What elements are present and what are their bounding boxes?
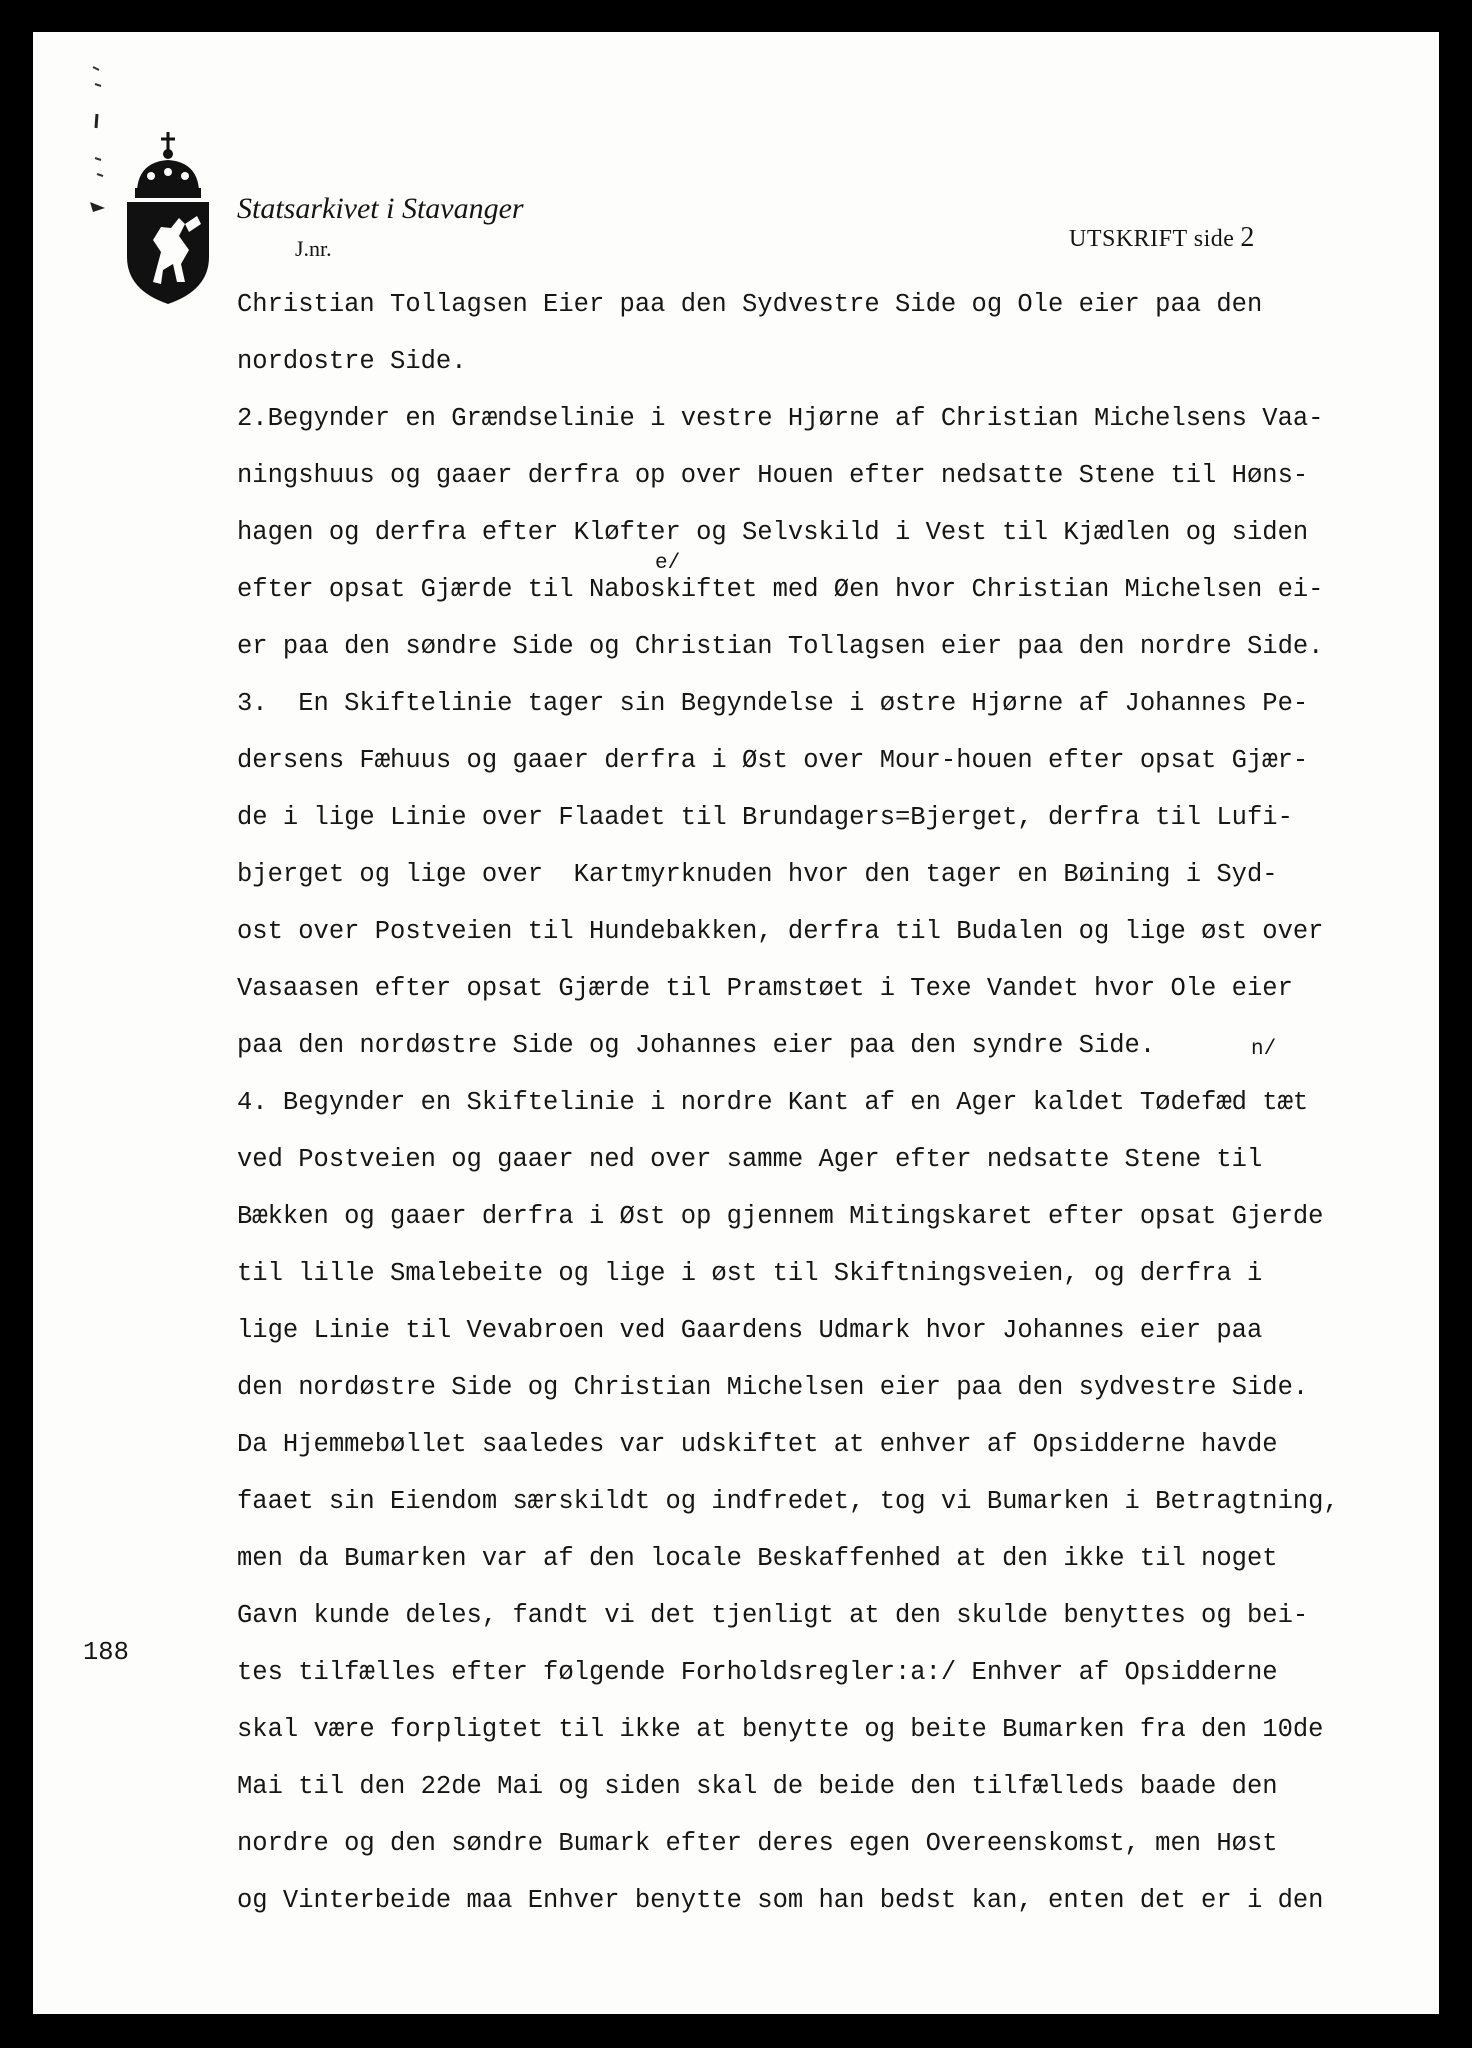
text-line: Da Hjemmebøllet saaledes var udskiftet at enhver af Opsidderne havde: [237, 1430, 1278, 1459]
page-number: 2: [1240, 222, 1255, 253]
text-line: lige Linie til Vevabroen ved Gaardens Udmark hvor Johannes eier paa: [237, 1316, 1263, 1345]
margin-page-number: 188: [83, 1638, 129, 1667]
text-line: faaet sin Eiendom særskildt og indfredet, tog vi Bumarken i Betragtning,: [237, 1487, 1339, 1516]
utskrift-label: UTSKRIFT side: [1069, 226, 1235, 252]
text-line: til lille Smalebeite og lige i øst til Skiftningsveien, og derfra i: [237, 1259, 1263, 1288]
text-line: de i lige Linie over Flaadet til Brundagers=Bjerget, derfra til Lufi-: [237, 803, 1293, 832]
transcript-body: [237, 276, 1339, 1929]
text-line: Bækken og gaaer derfra i Øst op gjennem Mitingskaret efter opsat Gjerde: [237, 1202, 1324, 1231]
text-line: 2.Begynder en Grændselinie i vestre Hjørne af Christian Michelsens Vaa-: [237, 404, 1324, 433]
text-line: Gavn kunde deles, fandt vi det tjenligt at den skulde benyttes og bei-: [237, 1601, 1309, 1630]
handwritten-insertion: e/: [655, 552, 681, 575]
text-line: Christian Tollagsen Eier paa den Sydvestre Side og Ole eier paa den: [237, 290, 1263, 319]
text-line: Mai til den 22de Mai og siden skal de beide den tilfælleds baade den: [237, 1772, 1278, 1801]
text-line: efter opsat Gjærde til Naboskiftet med Øen hvor Christian Michelsen ei-: [237, 575, 1324, 604]
text-line: men da Bumarken var af den locale Beskaffenhed at den ikke til noget: [237, 1544, 1278, 1573]
archive-name: Statsarkivet i Stavanger: [237, 192, 524, 225]
text-line: 4. Begynder en Skiftelinie i nordre Kant af en Ager kaldet Tødefæd tæt: [237, 1088, 1309, 1117]
text-line: nordostre Side.: [237, 347, 467, 376]
document-page: [33, 32, 1439, 2014]
text-line: hagen og derfra efter Kløfter og Selvskild i Vest til Kjædlen og siden: [237, 518, 1309, 547]
text-line: tes tilfælles efter følgende Forholdsregler:a:/ Enhver af Opsidderne: [237, 1658, 1278, 1687]
text-line: dersens Fæhuus og gaaer derfra i Øst over Mour-houen efter opsat Gjær-: [237, 746, 1309, 775]
margin-marks: [85, 62, 115, 222]
text-line: skal være forpligtet til ikke at benytte og beite Bumarken fra den 10de: [237, 1715, 1324, 1744]
text-line: ningshuus og gaaer derfra op over Houen efter nedsatte Stene til Høns-: [237, 461, 1309, 490]
text-line: er paa den søndre Side og Christian Tollagsen eier paa den nordre Side.: [237, 632, 1324, 661]
handwritten-insertion: n/: [1251, 1038, 1277, 1061]
text-line: bjerget og lige over Kartmyrknuden hvor den tager en Bøining i Syd-: [237, 860, 1278, 889]
text-line: ost over Postveien til Hundebakken, derfra til Budalen og lige øst over: [237, 917, 1324, 946]
text-line: 3. En Skiftelinie tager sin Begyndelse i østre Hjørne af Johannes Pe-: [237, 689, 1309, 718]
coat-of-arms-logo: [123, 132, 213, 307]
text-line: paa den nordøstre Side og Johannes eier paa den syndre Side.: [237, 1031, 1156, 1060]
journal-number-label: J.nr.: [295, 236, 332, 261]
text-line: den nordøstre Side og Christian Michelsen eier paa den sydvestre Side.: [237, 1373, 1309, 1402]
transcript-page-label: [1069, 222, 1255, 254]
text-line: nordre og den søndre Bumark efter deres egen Overeenskomst, men Høst: [237, 1829, 1278, 1858]
text-line: og Vinterbeide maa Enhver benytte som han bedst kan, enten det er i den: [237, 1886, 1324, 1915]
text-line: ved Postveien og gaaer ned over samme Ager efter nedsatte Stene til: [237, 1145, 1263, 1174]
text-line: Vasaasen efter opsat Gjærde til Pramstøet i Texe Vandet hvor Ole eier: [237, 974, 1293, 1003]
